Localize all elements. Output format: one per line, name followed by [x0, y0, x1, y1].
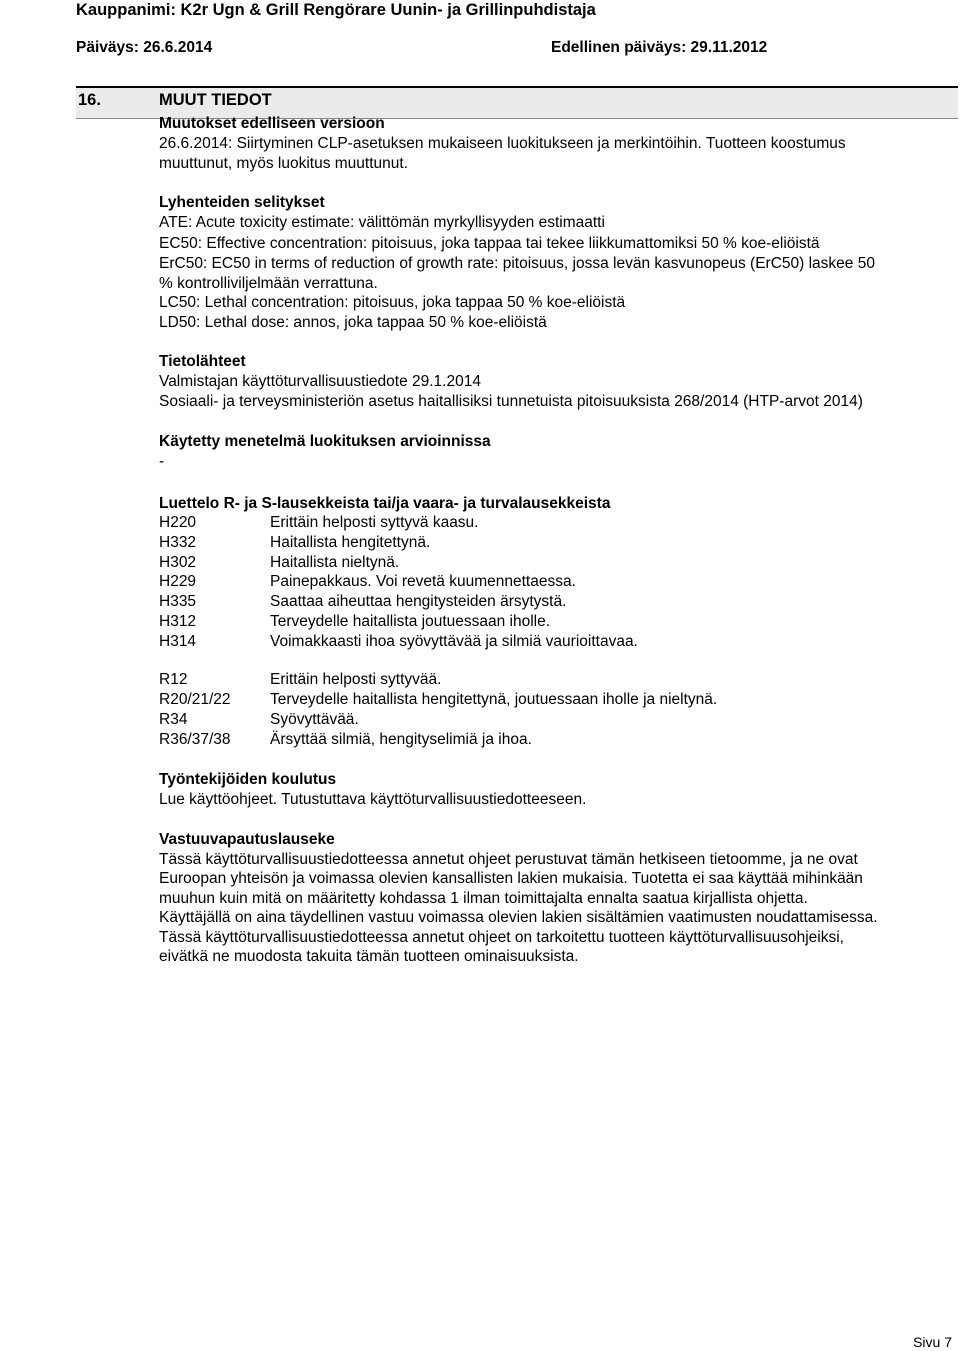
page-number: Sivu 7	[913, 1334, 952, 1350]
hazard-text: Haitallista nieltynä.	[270, 554, 400, 571]
hazard-code: H335	[159, 593, 197, 610]
section-title: MUUT TIEDOT	[159, 91, 272, 109]
hazard-text: Painepakkaus. Voi revetä kuumennettaessa.	[270, 573, 576, 590]
disclaimer-line: muuhun kuin mitä on määritetty kohdassa 1 ilman toimittajalta ennalta saatua kirjallista ohjetta.	[159, 890, 808, 907]
risk-code: R20/21/22	[159, 691, 231, 708]
abbreviations-heading: Lyhenteiden selitykset	[159, 194, 325, 211]
risk-text: Terveydelle haitallista hengitettynä, joutuessaan iholle ja nieltynä.	[270, 691, 718, 708]
hazard-code: H229	[159, 573, 197, 590]
previous-date	[551, 39, 767, 57]
date-value: 26.6.2014	[138, 39, 213, 56]
method-value: -	[159, 453, 165, 470]
changes-heading: Muutokset edelliseen versioon	[159, 115, 385, 132]
risk-code: R36/37/38	[159, 731, 231, 748]
changes-line: 26.6.2014: Siirtyminen CLP-asetuksen mukaiseen luokitukseen ja merkintöihin. Tuotteen koostumus	[159, 135, 846, 152]
risk-text: Syövyttävää.	[270, 711, 359, 728]
phrases-heading: Luettelo R- ja S-lausekkeista tai/ja vaara- ja turvalausekkeista	[159, 495, 611, 512]
hazard-code: H220	[159, 514, 197, 531]
disclaimer-line: Tässä käyttöturvallisuustiedotteessa annetut ohjeet on tarkoitettu tuotteen käyttöturvallisuusohjeiksi,	[159, 929, 844, 946]
training-heading: Työntekijöiden koulutus	[159, 771, 337, 788]
risk-text: Ärsyttää silmiä, hengityselimiä ja ihoa.	[270, 731, 532, 748]
hazard-text: Terveydelle haitallista joutuessaan iholle.	[270, 613, 551, 630]
title-label: Kauppanimi	[76, 1, 171, 19]
disclaimer-line: eivätkä ne muodosta takuita tämän tuotteen ominaisuuksista.	[159, 948, 579, 965]
changes-line: muuttunut, myös luokitus muuttunut.	[159, 155, 408, 172]
sources-heading: Tietolähteet	[159, 353, 246, 370]
hazard-code: H314	[159, 633, 197, 650]
training-text: Lue käyttöohjeet. Tutustuttava käyttöturvallisuustiedotteeseen.	[159, 791, 587, 808]
hazard-text: Voimakkaasti ihoa syövyttävää ja silmiä vaurioittavaa.	[270, 633, 638, 650]
hazard-text: Haitallista hengitettynä.	[270, 534, 431, 551]
risk-code: R34	[159, 711, 188, 728]
hazard-code: H302	[159, 554, 197, 571]
document-date	[76, 39, 212, 57]
document-title	[76, 1, 596, 20]
abbreviation-line: ErC50: EC50 in terms of reduction of growth rate: pitoisuus, jossa levän kasvunopeus (ErC50) laskee 50	[159, 255, 875, 272]
hazard-code: H332	[159, 534, 197, 551]
prev-date-value: 29.11.2012	[686, 39, 768, 56]
disclaimer-line: Käyttäjällä on aina täydellinen vastuu voimassa olevien lakien sisältämien vaatimusten noudattamisessa.	[159, 909, 878, 926]
risk-text: Erittäin helposti syttyvää.	[270, 671, 442, 688]
title-value: : K2r Ugn & Grill Rengörare Uunin- ja Grillinpuhdistaja	[170, 1, 596, 19]
abbreviation-line: ATE: Acute toxicity estimate: välittömän myrkyllisyyden estimaatti	[159, 214, 605, 231]
abbreviation-line: EC50: Effective concentration: pitoisuus, joka tappaa tai tekee liikkumattomiksi 50 % koe-eliöistä	[159, 235, 820, 252]
abbreviation-line: LC50: Lethal concentration: pitoisuus, joka tappaa 50 % koe-eliöistä	[159, 294, 626, 311]
disclaimer-heading: Vastuuvapautuslauseke	[159, 831, 335, 848]
source-line: Valmistajan käyttöturvallisuustiedote 29.1.2014	[159, 373, 481, 390]
hazard-code: H312	[159, 613, 197, 630]
prev-date-label: Edellinen päiväys:	[551, 39, 687, 56]
risk-code: R12	[159, 671, 188, 688]
source-line: Sosiaali- ja terveysministeriön asetus haitallisiksi tunnetuista pitoisuuksista 268/2014 (HTP-arvot 2014)	[159, 393, 863, 410]
method-heading: Käytetty menetelmä luokituksen arvioinnissa	[159, 433, 491, 450]
abbreviation-line: % kontrolliviljelmään verrattuna.	[159, 275, 378, 292]
hazard-text: Saattaa aiheuttaa hengitysteiden ärsytystä.	[270, 593, 567, 610]
hazard-text: Erittäin helposti syttyvä kaasu.	[270, 514, 479, 531]
date-label: Päiväys:	[76, 39, 139, 56]
section-number: 16.	[78, 91, 101, 109]
abbreviation-line: LD50: Lethal dose: annos, joka tappaa 50 % koe-eliöistä	[159, 314, 547, 331]
disclaimer-line: Euroopan yhteisön ja voimassa olevien kansallisten lakien mukaisia. Tuotetta ei saa käyttää mihinkään	[159, 870, 863, 887]
disclaimer-line: Tässä käyttöturvallisuustiedotteessa annetut ohjeet perustuvat tämän hetkiseen tietoomme, ja ne ovat	[159, 851, 858, 868]
